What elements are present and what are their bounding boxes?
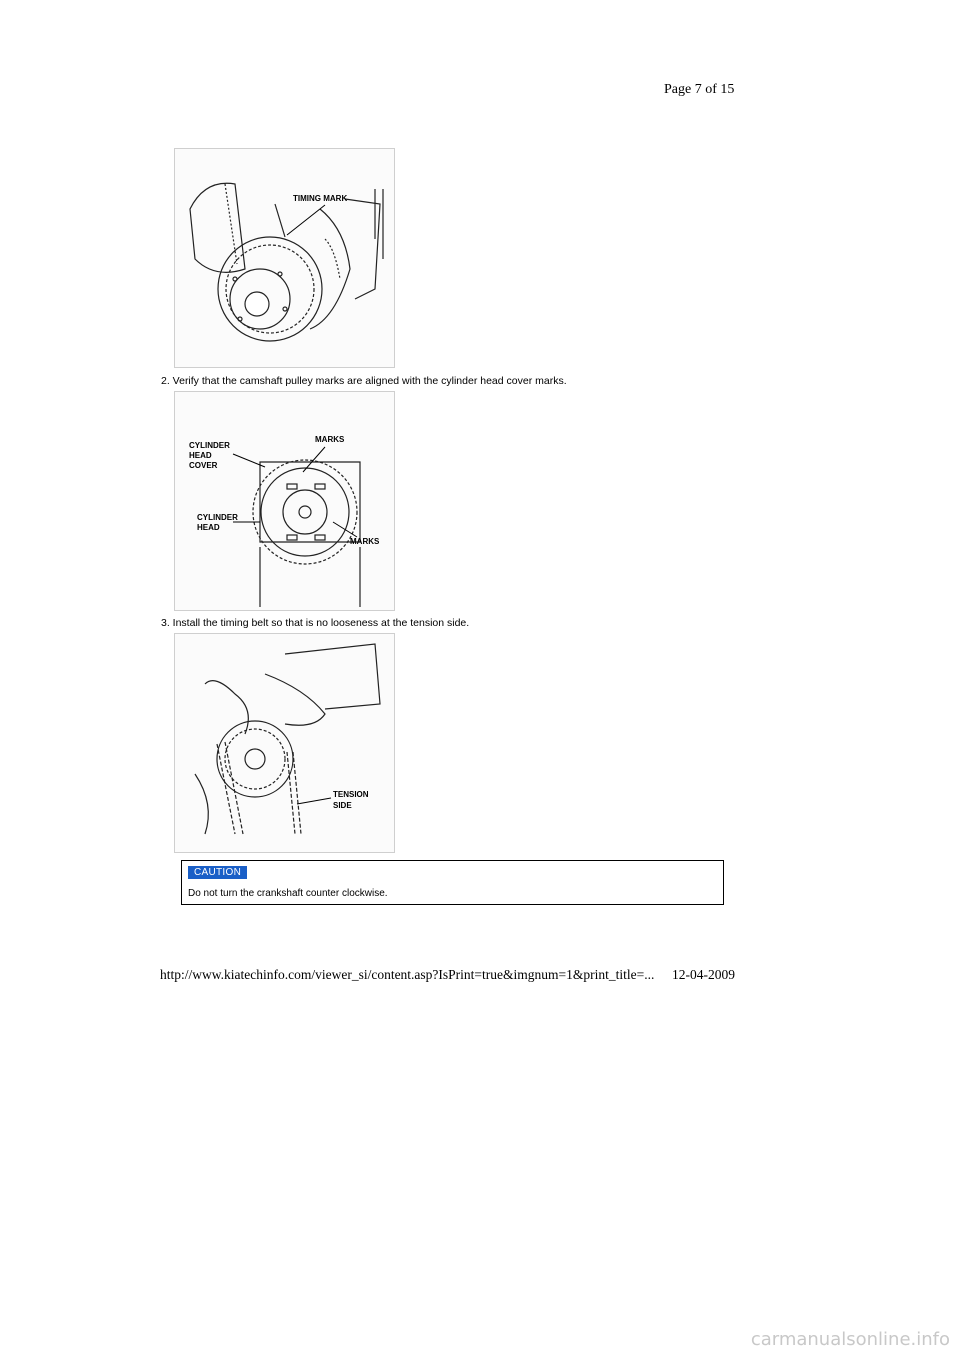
label-tension: TENSION	[333, 790, 369, 799]
label-head-lower: HEAD	[197, 523, 220, 532]
label-cylinder: CYLINDER	[189, 441, 230, 450]
label-marks-bottom: MARKS	[350, 537, 380, 546]
figure-timing-mark	[174, 148, 395, 368]
caution-text: Do not turn the crankshaft counter clockwise.	[188, 888, 388, 899]
step-3-text: 3. Install the timing belt so that is no looseness at the tension side.	[161, 617, 470, 629]
timing-belt-illustration	[175, 634, 394, 852]
label-marks-top: MARKS	[315, 435, 345, 444]
figure-camshaft-marks	[174, 391, 395, 611]
label-side: SIDE	[333, 801, 352, 810]
caution-box	[181, 860, 724, 905]
step-2-text: 2. Verify that the camshaft pulley marks are aligned with the cylinder head cover marks.	[161, 375, 567, 387]
camshaft-pulley-illustration	[175, 392, 394, 610]
label-timing-mark: TIMING MARK	[293, 194, 348, 203]
label-head: HEAD	[189, 451, 212, 460]
watermark: carmanualsonline.info	[750, 1329, 950, 1350]
label-cylinder-lower: CYLINDER	[197, 513, 238, 522]
label-cover: COVER	[189, 461, 218, 470]
source-url: http://www.kiatechinfo.com/viewer_si/content.asp?IsPrint=true&imgnum=1&print_title=...	[160, 967, 655, 982]
timing-mark-illustration	[175, 149, 394, 367]
caution-badge: CAUTION	[188, 866, 247, 879]
figure-tension-side	[174, 633, 395, 853]
print-date: 12-04-2009	[672, 967, 735, 982]
page-number: Page 7 of 15	[664, 82, 735, 97]
